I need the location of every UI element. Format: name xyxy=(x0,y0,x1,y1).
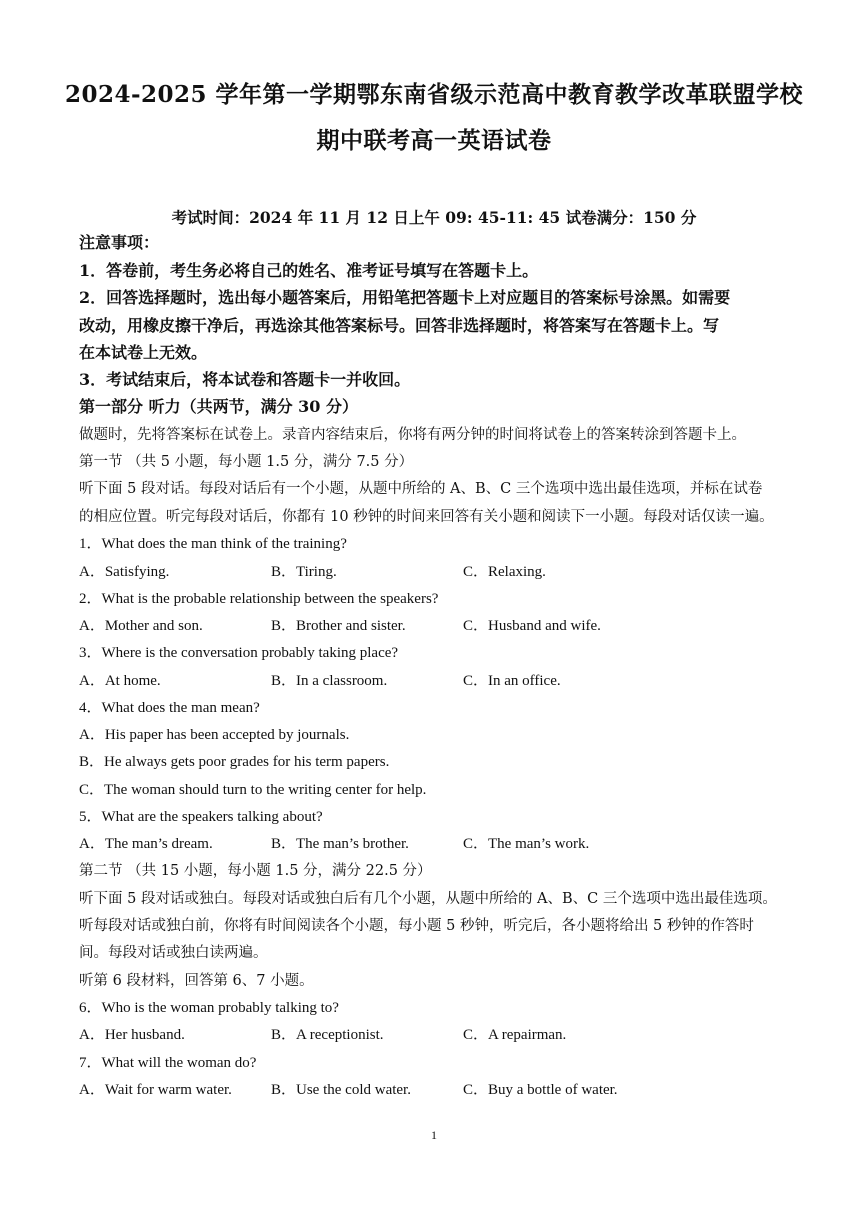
section2-heading: 第二节 （共 15 小题，每小题 1.5 分，满分 22.5 分） xyxy=(79,863,432,879)
question-stem: 5．What are the speakers talking about? xyxy=(79,809,323,825)
option-a: A．Mother and son. xyxy=(79,618,203,634)
notice-item-3: 3．考试结束后，将本试卷和答题卡一并收回。 xyxy=(79,370,411,389)
material-6-note: 听第 6 段材料，回答第 6、7 小题。 xyxy=(79,973,314,989)
option-a: A．Her husband. xyxy=(79,1027,185,1043)
section1-intro-b: 的相应位置。听完每段对话后，你都有 10 秒钟的时间来回答有关小题和阅读下一小题。每段对话仅读一遍。 xyxy=(79,509,774,525)
option-c: C．A repairman. xyxy=(463,1027,567,1043)
notice-item-2b: 改动，用橡皮擦干净后，再选涂其他答案标号。回答非选择题时，将答案写在答题卡上。写 xyxy=(79,316,720,335)
exam-title-line1: 2024-2025 学年第一学期鄂东南省级示范高中教育教学改革联盟学校 xyxy=(64,81,804,108)
option-c: C．Relaxing. xyxy=(463,564,546,580)
exam-title-line2: 期中联考高一英语试卷 xyxy=(316,127,552,154)
option-a: A．At home. xyxy=(79,673,161,689)
option-b: B．Tiring. xyxy=(271,564,337,580)
option-b: B．Use the cold water. xyxy=(271,1082,411,1098)
option-c: C．The woman should turn to the writing center for help. xyxy=(79,782,427,798)
part1-instruction: 做题时，先将答案标在试卷上。录音内容结束后，你将有两分钟的时间将试卷上的答案转涂到答题卡上。 xyxy=(79,427,746,443)
part1-heading: 第一部分 听力（共两节，满分 30 分） xyxy=(79,397,358,416)
notice-heading: 注意事项： xyxy=(79,233,160,252)
question-stem: 3．Where is the conversation probably taking place? xyxy=(79,645,399,661)
question-stem: 4．What does the man mean? xyxy=(79,700,260,716)
option-b: B．The man’s brother. xyxy=(271,836,409,852)
question-stem: 2．What is the probable relationship between the speakers? xyxy=(79,591,439,607)
section1-intro-a: 听下面 5 段对话。每段对话后有一个小题，从题中所给的 A、B、C 三个选项中选出最佳选项，并标在试卷 xyxy=(79,481,763,497)
exam-info: 考试时间：2024 年 11 月 12 日上午 09: 45-11: 45 试卷满分：150 分 xyxy=(171,208,697,227)
option-a: A．Wait for warm water. xyxy=(79,1082,232,1098)
option-a: A．The man’s dream. xyxy=(79,836,213,852)
option-b: B．Brother and sister. xyxy=(271,618,406,634)
option-c: C．The man’s work. xyxy=(463,836,590,852)
option-b: B．He always gets poor grades for his term papers. xyxy=(79,754,390,770)
option-b: B．A receptionist. xyxy=(271,1027,384,1043)
notice-item-1: 1．答卷前，考生务必将自己的姓名、准考证号填写在答题卡上。 xyxy=(79,261,539,280)
option-a: A．His paper has been accepted by journals. xyxy=(79,727,350,743)
section2-intro-a: 听下面 5 段对话或独白。每段对话或独白后有几个小题，从题中所给的 A、B、C 三个选项中选出最佳选项。 xyxy=(79,891,777,907)
question-stem: 6．Who is the woman probably talking to? xyxy=(79,1000,339,1016)
question-stem: 7．What will the woman do? xyxy=(79,1055,257,1071)
question-stem: 1．What does the man think of the training? xyxy=(79,536,347,552)
section2-intro-b: 听每段对话或独白前，你将有时间阅读各个小题，每小题 5 秒钟，听完后，各小题将给出 5 秒钟的作答时 xyxy=(79,918,754,934)
section2-intro-c: 间。每段对话或独白读两遍。 xyxy=(79,945,268,961)
section1-heading: 第一节 （共 5 小题，每小题 1.5 分，满分 7.5 分） xyxy=(79,454,414,470)
notice-item-2a: 2．回答选择题时，选出每小题答案后，用铅笔把答题卡上对应题目的答案标号涂黑。如需要 xyxy=(79,288,731,307)
option-c: C．In an office. xyxy=(463,673,561,689)
option-a: A．Satisfying. xyxy=(79,564,170,580)
option-b: B．In a classroom. xyxy=(271,673,388,689)
page-number: 1 xyxy=(431,1128,437,1142)
notice-item-2c: 在本试卷上无效。 xyxy=(79,343,208,362)
option-c: C．Husband and wife. xyxy=(463,618,601,634)
option-c: C．Buy a bottle of water. xyxy=(463,1082,618,1098)
